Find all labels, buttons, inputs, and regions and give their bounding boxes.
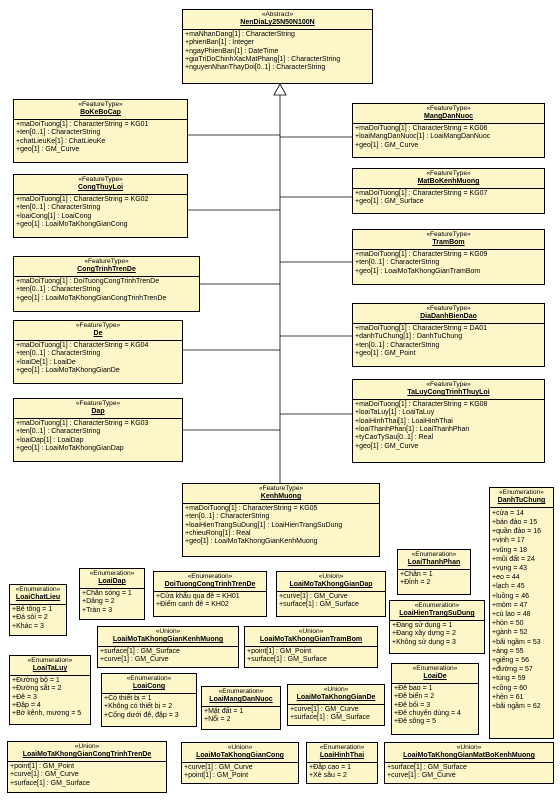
class-name: DanhTuChung bbox=[497, 497, 546, 505]
enum-loaitaluy[interactable] bbox=[9, 655, 91, 725]
enum-value: +luồng = 46 bbox=[492, 592, 529, 600]
class-name: LoaiMoTaKhongGianTramBom bbox=[259, 636, 363, 644]
enum-value: +eo = 44 bbox=[492, 574, 520, 582]
attribute: +geo[1] : LoaiMoTaKhongGianCongTrinhTrenDe bbox=[16, 294, 167, 302]
enum-loaihinhthai[interactable] bbox=[306, 742, 378, 784]
attribute: +geo[1] : GM_Point bbox=[355, 350, 416, 358]
enum-loaichatlieu[interactable] bbox=[9, 584, 67, 636]
attribute-list bbox=[390, 621, 484, 649]
attribute-list bbox=[183, 30, 372, 75]
class-name: LoaiMoTaKhongGianCong bbox=[196, 752, 284, 760]
attribute-list bbox=[14, 195, 187, 232]
enum-doituongcongtrinhtrende[interactable] bbox=[153, 571, 267, 617]
enum-value: +mũi đất = 24 bbox=[492, 555, 535, 563]
attribute-list bbox=[245, 647, 377, 667]
stereotype-label: «Union» bbox=[155, 628, 181, 635]
enum-value: +Điếm canh đê = KH02 bbox=[156, 601, 229, 609]
union-loaimotakhonggiantrambom[interactable] bbox=[244, 626, 378, 668]
attribute: +curve[1] : GM_Curve bbox=[387, 772, 456, 780]
class-taluycongtrinhthuyloi[interactable] bbox=[352, 379, 545, 463]
attribute: +maDoiTuong[1] : CharacterString = KG02 bbox=[16, 195, 149, 203]
enum-value: +Đá sỏi = 2 bbox=[12, 614, 48, 622]
enum-loaide[interactable] bbox=[391, 663, 479, 735]
attribute-list bbox=[353, 400, 544, 453]
attribute: +geo[1] : LoaiMoTaKhongGianTramBom bbox=[355, 267, 481, 275]
attribute: +surface[1] : GM_Surface bbox=[247, 656, 327, 664]
class-name: LoaiMoTaKhongGianKenhMuong bbox=[112, 636, 224, 644]
attribute: +point[1] : GM_Point bbox=[184, 772, 249, 780]
class-trambom[interactable] bbox=[352, 229, 545, 285]
enum-value: +mỏm = 47 bbox=[492, 601, 528, 609]
attribute: +surface[1] : GM_Surface bbox=[279, 601, 359, 609]
attribute: +curve[1] : GM_Curve bbox=[184, 763, 253, 771]
attribute: +surface[1] : GM_Surface bbox=[387, 763, 467, 771]
stereotype-label: «FeatureType» bbox=[258, 485, 304, 492]
attribute-list bbox=[80, 589, 144, 617]
attribute-list bbox=[353, 250, 544, 278]
stereotype-label: «Enumeration» bbox=[412, 665, 458, 672]
attribute: +ten[0..1] : CharacterString bbox=[16, 428, 101, 436]
attribute: +loaiMangDanNuoc[1] : LoaiMangDanNuoc bbox=[355, 133, 491, 141]
attribute-list bbox=[353, 324, 544, 361]
class-name: De bbox=[93, 330, 103, 338]
attribute-list bbox=[14, 341, 182, 378]
enum-value: +hòn = 50 bbox=[492, 620, 524, 628]
enum-loaidap[interactable] bbox=[79, 568, 145, 620]
class-kenhmuong[interactable] bbox=[182, 483, 380, 557]
enum-value: +Khác = 3 bbox=[12, 622, 44, 630]
class-name: BoKeBoCap bbox=[80, 109, 121, 117]
enum-value: +cù lao = 48 bbox=[492, 611, 531, 619]
enum-value: +Xẻ sâu = 2 bbox=[309, 772, 347, 780]
enum-value: +Cống dưới đê, đập = 3 bbox=[104, 711, 179, 719]
attribute-list bbox=[10, 605, 66, 633]
attribute: +curve[1] : GM_Curve bbox=[279, 592, 348, 600]
stereotype-label: «Union» bbox=[227, 744, 253, 751]
class-name: LoaiTaLuy bbox=[32, 665, 68, 673]
attribute: +loaiDap[1] : LoaiDap bbox=[16, 436, 84, 444]
attribute: +maDoiTuong[1] : CharacterString = KG07 bbox=[355, 189, 488, 197]
attribute: +curve[1] : GM_Curve bbox=[290, 705, 359, 713]
enum-value: +cửa = 14 bbox=[492, 509, 524, 517]
class-bokebocap[interactable] bbox=[13, 99, 188, 163]
stereotype-label: «Enumeration» bbox=[499, 489, 544, 496]
enum-loaithanhphan[interactable] bbox=[397, 549, 471, 595]
enum-value: +giếng = 56 bbox=[492, 657, 529, 665]
attribute-list bbox=[154, 592, 266, 612]
enum-value: +hẻn = 61 bbox=[492, 693, 524, 701]
class-congthuyloi[interactable] bbox=[13, 174, 188, 238]
enum-loaihientrangsudung[interactable] bbox=[389, 600, 485, 654]
enum-value: +bán đảo = 15 bbox=[492, 519, 538, 527]
class-name: Dap bbox=[91, 408, 105, 416]
attribute: +maDoiTuong[1] : CharacterString = KG06 bbox=[355, 124, 488, 132]
attribute-list bbox=[385, 763, 553, 783]
enum-value: +Đê bao = 1 bbox=[394, 684, 433, 692]
attribute-list bbox=[183, 504, 379, 549]
stereotype-label: «Enumeration» bbox=[89, 570, 135, 577]
attribute: +maDoiTuong[1] : CharacterString = KG05 bbox=[185, 504, 318, 512]
attribute: +chatLieuKe[1] : ChatLieuKe bbox=[16, 137, 106, 145]
attribute: +surface[1] : GM_Surface bbox=[290, 714, 370, 722]
enum-value: +áng = 55 bbox=[492, 647, 524, 655]
class-mangdannuoc[interactable] bbox=[352, 103, 545, 158]
enum-value: +Đắp cao = 1 bbox=[309, 763, 352, 771]
attribute: +chieuRong[1] : Real bbox=[185, 530, 251, 538]
union-loaimotakhonggiancong[interactable] bbox=[181, 742, 299, 784]
attribute: +maNhanDang[1] : CharacterString bbox=[185, 30, 295, 38]
attribute: +loaiHinhThai[1] : LoaiHinhThai bbox=[355, 417, 453, 425]
stereotype-label: «Union» bbox=[323, 686, 349, 693]
enum-value: +Đê biển = 2 bbox=[394, 693, 435, 701]
attribute-list bbox=[102, 694, 196, 722]
class-name: CongThuyLoi bbox=[77, 184, 124, 192]
enum-value: +quần đảo = 16 bbox=[492, 528, 542, 536]
attribute: +loaiTaLuy[1] : LoaiTaLuy bbox=[355, 409, 435, 417]
enum-value: +cồng = 60 bbox=[492, 684, 528, 692]
attribute: +geo[1] : GM_Curve bbox=[355, 141, 419, 149]
attribute-list bbox=[288, 705, 384, 725]
attribute-list bbox=[490, 508, 553, 713]
attribute-list bbox=[307, 763, 377, 783]
stereotype-label: «FeatureType» bbox=[426, 381, 471, 388]
class-dap[interactable] bbox=[13, 398, 183, 462]
attribute: +maDoiTuong[1] : CharacterString = KG01 bbox=[16, 120, 149, 128]
stereotype-label: «FeatureType» bbox=[78, 101, 123, 108]
stereotype-label: «Enumeration» bbox=[218, 688, 264, 695]
class-name: LoaiChatLieu bbox=[15, 594, 61, 602]
attribute-list bbox=[277, 592, 385, 612]
attribute: +geo[1] : LoaiMoTaKhongGianKenhMuong bbox=[185, 538, 318, 546]
stereotype-label: «Enumeration» bbox=[187, 573, 233, 580]
class-name: MangDanNuoc bbox=[424, 113, 473, 121]
attribute: +point[1] : GM_Point bbox=[10, 762, 75, 770]
stereotype-label: «Union» bbox=[298, 628, 324, 635]
stereotype-label: «FeatureType» bbox=[426, 305, 471, 312]
attribute-list bbox=[202, 707, 280, 727]
enum-value: +Tràn = 3 bbox=[82, 606, 113, 614]
attribute: +ten[0..1] : CharacterString bbox=[355, 259, 440, 267]
attribute: +ten[0..1] : CharacterString bbox=[16, 204, 101, 212]
class-name: LoaiMoTaKhongGianDe bbox=[296, 694, 376, 702]
enum-value: +Đê = 3 bbox=[12, 693, 37, 701]
enum-loaicong[interactable] bbox=[101, 673, 197, 727]
attribute-list bbox=[14, 277, 199, 305]
enum-value: +tùng = 59 bbox=[492, 675, 526, 683]
attribute: +tyCaoTySau[0..1] : Real bbox=[355, 434, 434, 442]
class-name: DiaDanhBienDao bbox=[420, 313, 477, 321]
attribute-list bbox=[398, 570, 470, 590]
enum-value: +Đê bối = 3 bbox=[394, 701, 431, 709]
attribute: +surface[1] : GM_Surface bbox=[10, 779, 90, 787]
class-de[interactable] bbox=[13, 320, 183, 384]
class-name: MatBoKenhMuong bbox=[417, 178, 480, 186]
enum-value: +Dâng = 2 bbox=[82, 598, 115, 606]
attribute: +loaiDe[1] : LoaiDe bbox=[16, 358, 76, 366]
stereotype-label: «FeatureType» bbox=[426, 231, 471, 238]
enum-value: +Chân = 1 bbox=[400, 570, 433, 578]
stereotype-label: «FeatureType» bbox=[78, 176, 123, 183]
attribute: +ten[0..1] : CharacterString bbox=[16, 350, 101, 358]
enum-value: +Đường sắt = 2 bbox=[12, 685, 62, 693]
attribute: +surface[1] : GM_Surface bbox=[100, 647, 180, 655]
class-name: LoaiMoTaKhongGianMatBoKenhMuong bbox=[403, 752, 535, 760]
union-loaimotakhonggiandap[interactable] bbox=[276, 571, 386, 617]
class-name: CongTrinhTrenDe bbox=[77, 266, 136, 274]
class-congtrinhtrende[interactable] bbox=[13, 256, 200, 312]
attribute-list bbox=[392, 684, 478, 729]
attribute: +maDoiTuong[1] : CharacterString = KG09 bbox=[355, 250, 488, 258]
enum-value: +Đang sử dụng = 1 bbox=[392, 621, 453, 629]
stereotype-label: «Union» bbox=[74, 743, 100, 750]
attribute: +maDoiTuong[1] : CharacterString = KG03 bbox=[16, 419, 149, 427]
generalization-arrowhead bbox=[274, 84, 286, 95]
class-name: LoaiMoTaKhongGianDap bbox=[289, 581, 373, 589]
attribute: +danhTuChung[1] : DanhTuChung bbox=[355, 333, 463, 341]
class-name: LoaiCong bbox=[132, 683, 166, 691]
enum-value: +Đang xây dựng = 2 bbox=[392, 630, 456, 638]
union-loaimotakhonggiande[interactable] bbox=[287, 684, 385, 726]
attribute-list bbox=[353, 189, 544, 209]
class-name: TaLuyCongTrinhThuyLoi bbox=[407, 389, 490, 397]
enum-value: +vụng = 43 bbox=[492, 565, 528, 573]
attribute: +loaiCong[1] : LoaiCong bbox=[16, 212, 92, 220]
enum-value: +Mặt đất = 1 bbox=[204, 707, 244, 715]
enum-value: +gành = 52 bbox=[492, 629, 528, 637]
stereotype-label: «FeatureType» bbox=[426, 105, 471, 112]
union-loaimotakhonggianmatbokenhmuong[interactable] bbox=[384, 742, 554, 784]
class-name: LoaiHienTrangSuDung bbox=[399, 610, 475, 618]
attribute-list bbox=[14, 419, 182, 456]
attribute: +geo[1] : GM_Curve bbox=[16, 146, 80, 154]
stereotype-label: «Union» bbox=[456, 744, 482, 751]
enum-value: +bãi ngầm = 53 bbox=[492, 638, 541, 646]
attribute: +maDoiTuong[1] : CharacterString = DA01 bbox=[355, 324, 488, 332]
enum-value: +Chắn sóng = 1 bbox=[82, 589, 132, 597]
stereotype-label: «Enumeration» bbox=[15, 586, 61, 593]
stereotype-label: «Abstract» bbox=[261, 11, 294, 18]
attribute: +ten[0..1] : CharacterString bbox=[16, 286, 101, 294]
stereotype-label: «Enumeration» bbox=[319, 744, 365, 751]
enum-value: +Nổi = 2 bbox=[204, 716, 231, 724]
class-name: KenhMuong bbox=[260, 493, 302, 501]
enum-value: +Đập = 4 bbox=[12, 702, 41, 710]
attribute-list bbox=[10, 676, 90, 721]
stereotype-label: «Union» bbox=[318, 573, 344, 580]
enum-value: +Đê chuyên dùng = 4 bbox=[394, 710, 461, 718]
stereotype-label: «Enumeration» bbox=[411, 551, 457, 558]
attribute: +maDoiTuong[1] : CharacterString = KG04 bbox=[16, 341, 149, 349]
attribute: +maDoiTuong[1] : CharacterString = KG08 bbox=[355, 400, 488, 408]
enum-loaimangdannuoc[interactable] bbox=[201, 686, 281, 730]
attribute: +ten[0..1] : CharacterString bbox=[355, 341, 440, 349]
class-name: LoaiDap bbox=[98, 578, 126, 586]
attribute: +nguyenNhanThayDoi[0..1] : CharacterString bbox=[185, 64, 326, 72]
enum-value: +Có thiết bị = 1 bbox=[104, 694, 152, 702]
enum-value: +lạch = 45 bbox=[492, 583, 525, 591]
attribute-list bbox=[182, 763, 298, 783]
attribute: +geo[1] : LoaiMoTaKhongGianDap bbox=[16, 445, 124, 453]
enum-value: +đường = 57 bbox=[492, 666, 533, 674]
attribute: +curve[1] : GM_Curve bbox=[100, 656, 169, 664]
enum-value: +Không có thiết bị = 2 bbox=[104, 703, 173, 711]
enum-value: +Cửa khẩu qua đê = KH01 bbox=[156, 592, 240, 600]
enum-value: +bãi ngầm = 62 bbox=[492, 703, 541, 711]
stereotype-label: «FeatureType» bbox=[75, 322, 121, 329]
attribute: +ten[0..1] : CharacterString bbox=[185, 513, 270, 521]
stereotype-label: «Enumeration» bbox=[126, 675, 172, 682]
attribute: +curve[1] : GM_Curve bbox=[10, 771, 79, 779]
enum-value: +Đỉnh = 2 bbox=[400, 579, 431, 587]
class-matbokenhmuong[interactable] bbox=[352, 168, 545, 214]
enum-value: +Bờ kênh, mương = 5 bbox=[12, 710, 82, 718]
attribute: +loaiThanhPhan[1] : LoaiThanhPhan bbox=[355, 426, 470, 434]
attribute: +phienBan[1] : Integer bbox=[185, 39, 255, 47]
class-diadanhbiendao[interactable] bbox=[352, 303, 545, 367]
stereotype-label: «FeatureType» bbox=[426, 170, 471, 177]
class-name: TramBom bbox=[432, 239, 465, 247]
class-name: LoaiThanhPhan bbox=[407, 559, 461, 567]
enum-value: +Không sử dụng = 3 bbox=[392, 638, 456, 646]
attribute-list bbox=[8, 762, 166, 790]
attribute: +geo[1] : GM_Surface bbox=[355, 198, 424, 206]
enum-value: +vịnh = 17 bbox=[492, 537, 525, 545]
attribute: +loaiHienTrangSuDung[1] : LoaiHienTrangSuDung bbox=[185, 521, 343, 529]
class-name: NenDiaLy25N50N100N bbox=[240, 19, 315, 27]
stereotype-label: «Enumeration» bbox=[27, 657, 73, 664]
class-name: LoaiMangDanNuoc bbox=[209, 696, 273, 704]
attribute: +point[1] : GM_Point bbox=[247, 647, 312, 655]
attribute: +geo[1] : LoaiMoTaKhongGianDe bbox=[16, 367, 120, 375]
enum-value: +Đường bộ = 1 bbox=[12, 676, 60, 684]
attribute-list bbox=[14, 120, 187, 157]
stereotype-label: «FeatureType» bbox=[75, 400, 121, 407]
class-nendialy[interactable] bbox=[182, 9, 373, 84]
attribute-list bbox=[353, 124, 544, 152]
stereotype-label: «Enumeration» bbox=[414, 602, 460, 609]
union-loaimotakhonggiankenhmuong[interactable] bbox=[97, 626, 239, 668]
attribute-list bbox=[98, 647, 238, 667]
attribute: +maDoiTuong[1] : DoiTuongCongTrinhTrenDe bbox=[16, 277, 160, 285]
enum-value: +Đê sông = 5 bbox=[394, 718, 437, 726]
attribute: +geo[1] : LoaiMoTaKhongGianCong bbox=[16, 221, 128, 229]
class-name: LoaiMoTaKhongGianCongTrinhTrenDe bbox=[22, 751, 152, 759]
class-name: DoiTuongCongTrinhTrenDe bbox=[164, 581, 256, 589]
enum-danhtuchung[interactable] bbox=[489, 487, 554, 739]
class-name: LoaiHinhThai bbox=[319, 752, 365, 760]
enum-value: +Bê tông = 1 bbox=[12, 605, 53, 613]
attribute: +giaTriDoChinhXacMatPhang[1] : CharacterString bbox=[185, 56, 341, 64]
union-loaimotakhonggiancongtrinhtrende[interactable] bbox=[7, 741, 167, 793]
attribute: +ngayPhienBan[1] : DateTime bbox=[185, 47, 279, 55]
enum-value: +vũng = 18 bbox=[492, 546, 528, 554]
class-name: LoaiDe bbox=[423, 673, 447, 681]
stereotype-label: «FeatureType» bbox=[84, 258, 129, 265]
attribute: +geo[1] : GM_Curve bbox=[355, 442, 419, 450]
attribute: +ten[0..1] : CharacterString bbox=[16, 129, 101, 137]
